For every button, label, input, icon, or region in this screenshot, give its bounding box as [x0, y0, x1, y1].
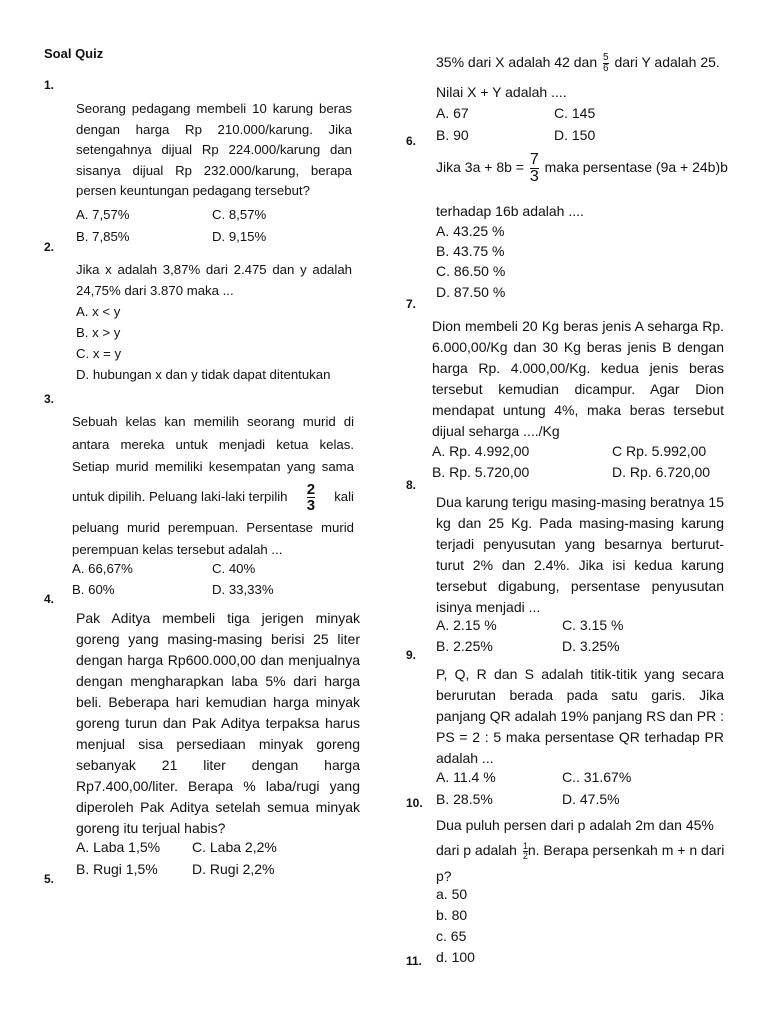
q3-line: untuk dipilih. Peluang laki-laki terpilih	[72, 489, 288, 505]
q5-text: 35% dari X adalah 42 dan	[436, 54, 598, 70]
q1-line: setengahnya dijual Rp 224.000/karung dan	[76, 142, 352, 157]
q5-line1	[436, 52, 736, 74]
q6-option-b[interactable]: B. 43.75 %	[436, 243, 505, 259]
q5-option-a[interactable]: A. 67	[436, 105, 469, 121]
q2-option-c[interactable]: C. x = y	[76, 346, 122, 361]
q10-frac-den: 2	[522, 850, 528, 861]
q5-option-b[interactable]: B. 90	[436, 127, 469, 143]
q9-line: berurutan berada pada satu garis. Jika	[436, 687, 724, 703]
q3-line: antara mereka untuk menjadi ketua kelas.	[72, 436, 354, 452]
q8-text	[436, 492, 724, 618]
q3-frac-den: 3	[306, 497, 316, 514]
q4-line: sebanyak 21 liter dengan harga	[76, 757, 360, 773]
q3-line: perempuan kelas tersebut adalah ...	[72, 542, 283, 557]
q6-frac-num: 7	[529, 151, 539, 168]
q10-frac-num: 1	[522, 840, 528, 851]
q10-line3: p?	[436, 868, 452, 884]
q2-line: 24,75% dari 3.870 maka ...	[76, 282, 234, 298]
q4-line: beli. Beberapa hari kemudian harga minyak	[76, 694, 360, 710]
q3-option-b[interactable]: B. 60%	[72, 582, 115, 597]
q3-option-c[interactable]: C. 40%	[212, 561, 256, 576]
q10-text: dari p adalah	[436, 842, 517, 858]
q5-option-d[interactable]: D. 150	[554, 127, 596, 143]
q6-option-a[interactable]: A. 43.25 %	[436, 223, 505, 239]
q3-line: peluang murid perempuan. Persentase murid	[72, 519, 354, 535]
q1-line: sisanya dijual Rp 232.000/karung, berapa	[76, 162, 352, 178]
q6-line2: terhadap 16b adalah ....	[436, 203, 584, 219]
q4-option-c[interactable]: C. Laba 2,2%	[192, 839, 277, 855]
q1-line: persen keuntungan pedagang tersebut?	[76, 183, 310, 198]
q10-option-c[interactable]: c. 65	[436, 928, 467, 944]
q2-line: Jika x adalah 3,87% dari 2.475 dan y adalah	[76, 262, 352, 277]
q4-text	[76, 608, 360, 839]
q8-line: terjadi penyusutan yang besarnya berturut-	[436, 536, 724, 552]
q5-frac-num: 5	[603, 51, 609, 63]
q5-option-c[interactable]: C. 145	[554, 105, 596, 121]
q4-option-b[interactable]: B. Rugi 1,5%	[76, 861, 158, 877]
q7-text	[432, 316, 724, 442]
q8-option-a[interactable]: A. 2.15 %	[436, 617, 497, 633]
q9-option-b[interactable]: B. 28.5%	[436, 791, 493, 807]
question-number: 10.	[406, 796, 423, 810]
q9-line: panjang QR adalah 19% panjang RS dan PR :	[436, 708, 724, 724]
q2-option-a[interactable]: A. x < y	[76, 304, 121, 319]
q8-line: Dua karung terigu masing-masing beratnya 15	[436, 494, 724, 510]
q8-option-b[interactable]: B. 2.25%	[436, 638, 493, 654]
q3-line: kali	[334, 489, 354, 505]
q9-option-c[interactable]: C.. 31.67%	[562, 769, 632, 785]
q10-line2	[436, 840, 736, 861]
q6-option-c[interactable]: C. 86.50 %	[436, 263, 506, 279]
q7-line: mendapat untung 4%, maka beras tersebut	[432, 402, 724, 418]
question-number: 6.	[406, 134, 417, 148]
q2-option-b[interactable]: B. x > y	[76, 325, 121, 340]
q7-line: tersebut kemudian dicampur. Agar Dion	[432, 381, 724, 397]
q8-line: turut 2% dan 2.4%. Jika isi kedua karung	[436, 557, 724, 573]
q7-option-a[interactable]: A. Rp. 4.992,00	[432, 443, 530, 459]
q1-option-a[interactable]: A. 7,57%	[76, 207, 130, 222]
q5-text: dari Y adalah 25.	[614, 54, 720, 70]
q4-line: Rp7.400,00/liter. Berapa % laba/rugi yang	[76, 778, 360, 794]
q1-option-b[interactable]: B. 7,85%	[76, 229, 130, 244]
q3-option-a[interactable]: A. 66,67%	[72, 561, 133, 576]
question-number: 11.	[406, 954, 423, 968]
q4-line: goreng turun dan Pak Aditya terpaksa harus	[76, 715, 360, 731]
q3-line: Setiap murid memiliki kesempatan yang sama	[72, 459, 354, 474]
q7-line: 6.000,00/Kg dan 30 Kg beras jenis B dengan	[432, 339, 724, 355]
q10-option-b[interactable]: b. 80	[436, 907, 468, 923]
q4-line: Pak Aditya membeli tiga jerigen minyak	[76, 610, 360, 626]
q3-line: Sebuah kelas kan memilih seorang murid di	[72, 414, 354, 429]
q1-text	[76, 99, 352, 202]
q3-text	[72, 412, 354, 561]
q6-line1	[436, 152, 736, 185]
q9-option-d[interactable]: D. 47.5%	[562, 791, 620, 807]
q4-line: goreng yang masing-masing berisi 25 liter	[76, 631, 360, 647]
q4-line: dengan mengharapkan laba 5% dari harga	[76, 673, 360, 689]
q8-line: kg dan 25 Kg. Pada masing-masing karung	[436, 515, 724, 531]
question-number: 8.	[406, 478, 417, 492]
q4-line: diperoleh Pak Aditya setelah semua minyak	[76, 799, 360, 815]
q7-line: dijual seharga ..../Kg	[432, 423, 560, 439]
q4-line: menjual sisa persediaan minyak goreng	[76, 736, 360, 752]
q10-text: n. Berapa persenkah m + n dari	[527, 842, 725, 858]
q6-text: Jika 3a + 8b =	[436, 159, 524, 176]
question-number: 5.	[44, 872, 55, 886]
q5-frac-den: 6	[603, 62, 609, 74]
page-title: Soal Quiz	[44, 46, 104, 61]
q6-frac-den: 3	[529, 168, 539, 185]
q6-fraction	[530, 152, 539, 185]
question-number: 9.	[406, 648, 417, 662]
q1-option-c[interactable]: C. 8,57%	[212, 207, 267, 222]
q7-option-b[interactable]: B. Rp. 5.720,00	[432, 464, 530, 480]
q10-option-a[interactable]: a. 50	[436, 886, 468, 902]
question-number: 2.	[44, 240, 55, 254]
q7-line: harga Rp. 4.000,00/Kg. kedua jenis beras	[432, 360, 724, 376]
q2-option-d[interactable]: D. hubungan x dan y tidak dapat ditentukan	[76, 367, 331, 382]
q9-line: P, Q, R dan S adalah titik-titik yang secara	[436, 666, 724, 682]
q7-option-c[interactable]: C Rp. 5.992,00	[612, 443, 707, 459]
q7-option-d[interactable]: D. Rp. 6.720,00	[612, 464, 711, 480]
q6-text: maka persentase (9a + 24b)b	[544, 159, 728, 176]
question-number: 1.	[44, 78, 55, 92]
q10-line1: Dua puluh persen dari p adalah 2m dan 45%	[436, 817, 714, 833]
q7-line: Dion membeli 20 Kg beras jenis A seharga Rp.	[432, 318, 724, 334]
q9-line: adalah ...	[436, 750, 494, 766]
q4-option-d[interactable]: D. Rugi 2,2%	[192, 861, 275, 877]
q9-text	[436, 664, 724, 769]
question-number: 4.	[44, 592, 55, 606]
q3-frac-num: 2	[306, 481, 316, 498]
q10-option-d[interactable]: d. 100	[436, 949, 475, 965]
q5-line2: Nilai X + Y adalah ....	[436, 84, 567, 100]
q1-line: Seorang pedagang membeli 10 karung beras	[76, 101, 352, 116]
q8-line: tersebut digabung, persentase penyusutan	[436, 578, 724, 594]
q3-option-d[interactable]: D. 33,33%	[212, 582, 274, 597]
q1-option-d[interactable]: D. 9,15%	[212, 229, 267, 244]
q9-option-a[interactable]: A. 11.4 %	[436, 769, 496, 785]
q2-text	[76, 260, 352, 301]
q3-fraction	[307, 482, 315, 513]
q8-option-c[interactable]: C. 3.15 %	[562, 617, 624, 633]
q6-option-d[interactable]: D. 87.50 %	[436, 284, 506, 300]
q8-line: isinya menjadi ...	[436, 599, 541, 615]
q1-line: dengan harga Rp 210.000/karung. Jika	[76, 121, 352, 137]
q8-option-d[interactable]: D. 3.25%	[562, 638, 620, 654]
q4-line: goreng itu terjual habis?	[76, 820, 226, 836]
q9-line: PS = 2 : 5 maka persentase QR terhadap PR	[436, 729, 724, 745]
q5-fraction	[603, 53, 609, 74]
question-number: 3.	[44, 392, 55, 406]
question-number: 7.	[406, 297, 417, 311]
q4-line: dengan harga Rp600.000,00 dan menjualnya	[76, 652, 360, 668]
q4-option-a[interactable]: A. Laba 1,5%	[76, 839, 161, 855]
